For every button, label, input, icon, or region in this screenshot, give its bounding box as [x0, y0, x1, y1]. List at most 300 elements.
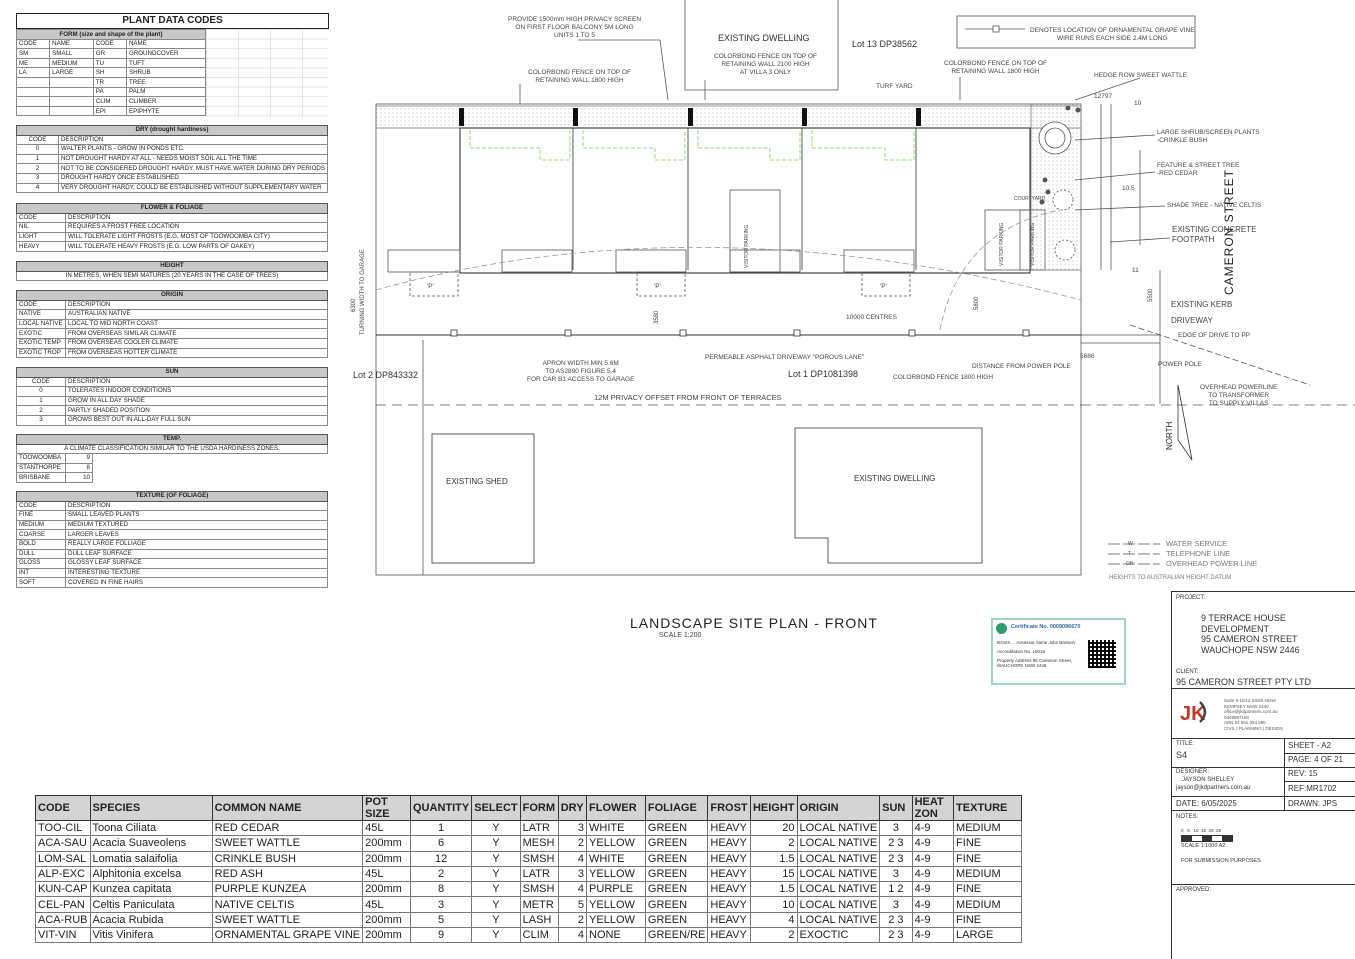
schedule-cell: 1.5: [750, 882, 797, 897]
form-cell: CLIMBER: [126, 97, 205, 107]
legend-cell: 9: [66, 454, 93, 464]
form-cell: SHRUB: [126, 68, 205, 78]
schedule-cell: 4-9: [912, 851, 953, 866]
schedule-cell: Y: [472, 882, 520, 897]
legend-cell: VERY DROUGHT HARDY, COULD BE ESTABLISHED WITHOUT SUPPLEMENTARY WATER: [58, 183, 327, 193]
label-centres: 10000 CENTRES: [846, 314, 897, 321]
legend-cell: PARTLY SHADED POSITION: [66, 406, 328, 416]
project-label: PROJECT:: [1176, 595, 1206, 601]
schedule-cell: 3: [558, 866, 586, 881]
form-cell: CODE: [17, 39, 50, 49]
client-label: CLIENT:: [1176, 669, 1199, 675]
schedule-cell: FINE: [954, 882, 1022, 897]
schedule-cell: YELLOW: [587, 866, 646, 881]
schedule-cell: GREEN: [645, 897, 707, 912]
notes-label: NOTES:: [1176, 814, 1199, 820]
schedule-cell: NONE: [587, 928, 646, 943]
schedule-cell: WHITE: [587, 851, 646, 866]
label-d12797: 12797: [1094, 93, 1113, 100]
schedule-cell: 2 3: [880, 912, 912, 927]
sheet-size: SHEET - A2: [1288, 741, 1331, 750]
label-overhead-power: OVERHEAD POWERLINE TO TRANSFORMER TO SUPPLY VILLAS: [1200, 384, 1278, 407]
legend-cell: FROM OVERSEAS SIMILAR CLIMATE: [66, 329, 328, 339]
schedule-cell: 45L: [363, 897, 411, 912]
form-cell: TU: [93, 58, 126, 68]
legend-cell: DESCRIPTION: [66, 501, 328, 511]
schedule-cell: 6: [411, 836, 472, 851]
label-lot13: Lot 13 DP38562: [852, 39, 918, 49]
legend-cell: BOLD: [17, 539, 66, 549]
legend-cell: 8: [66, 463, 93, 473]
schedule-cell: MESH: [520, 836, 558, 851]
schedule-cell: 10: [750, 897, 797, 912]
scale-bar: [1181, 835, 1233, 842]
legend-cell: SMALL LEAVED PLANTS: [66, 511, 328, 521]
label-existing-shed: EXISTING SHED: [446, 477, 508, 486]
schedule-cell: GREEN: [645, 866, 707, 881]
legend-cell: CODE: [17, 213, 66, 223]
schedule-cell: 45L: [363, 866, 411, 881]
schedule-cell: Y: [472, 928, 520, 943]
schedule-cell: Lomatia salaifolia: [90, 851, 212, 866]
legend-cell: EXOTIC: [17, 329, 66, 339]
schedule-cell: Y: [472, 821, 520, 836]
schedule-cell: PURPLE KUNZEA: [212, 882, 362, 897]
legend-cell: LARGER LEAVES: [66, 530, 328, 540]
schedule-cell: 200mm: [363, 882, 411, 897]
legend-section-heading: DRY (drought hardiness): [17, 126, 328, 136]
schedule-cell: LOCAL NATIVE: [797, 912, 880, 927]
schedule-cell: MEDIUM: [954, 821, 1022, 836]
schedule-cell: 2: [750, 836, 797, 851]
schedule-cell: CLIM: [520, 928, 558, 943]
schedule-cell: PURPLE: [587, 882, 646, 897]
schedule-cell: MEDIUM: [954, 866, 1022, 881]
submission-note: FOR SUBMISSION PURPOSES: [1181, 858, 1261, 864]
schedule-cell: LOM-SAL: [36, 851, 91, 866]
legend-section-heading: TEMP.: [17, 435, 328, 445]
drawn-by: DRAWN: JPS: [1288, 799, 1338, 808]
schedule-cell: YELLOW: [587, 912, 646, 927]
legend-cell: HEAVY: [17, 242, 66, 252]
label-d10: 10: [1134, 100, 1142, 107]
legend-cell: CODE: [17, 135, 59, 145]
form-cell: PA: [93, 87, 126, 97]
schedule-cell: HEAVY: [708, 882, 751, 897]
legend-cell: GLOSS: [17, 559, 66, 569]
legend-cell: TOOWOOMBA: [17, 454, 66, 464]
label-distance-pole: DISTANCE FROM POWER POLE: [972, 363, 1071, 370]
label-w: W: [1128, 541, 1133, 547]
schedule-cell: Y: [472, 912, 520, 927]
schedule-cell: Celtis Paniculata: [90, 897, 212, 912]
scale-ticks: 0 5 10 15 20 25: [1181, 828, 1222, 833]
title-label: TITLE:: [1176, 741, 1195, 747]
schedule-cell: 4: [558, 928, 586, 943]
plan-title: LANDSCAPE SITE PLAN - FRONT: [630, 615, 878, 631]
schedule-header: HEAT ZON: [912, 796, 953, 821]
label-permeable: PERMEABLE ASPHALT DRIVEWAY "POROUS LANE": [705, 354, 865, 361]
schedule-cell: 5: [411, 912, 472, 927]
schedule-cell: EXOCTIC: [797, 928, 880, 943]
label-edge-of-drive: EDGE OF DRIVE TO PP: [1178, 332, 1250, 339]
qr-code-icon: [1088, 640, 1116, 668]
schedule-cell: 4-9: [912, 836, 953, 851]
legend-cell: COVERED IN FINE HAIRS: [66, 578, 328, 588]
form-cell: GROUNDCOVER: [126, 49, 205, 59]
schedule-cell: 2 3: [880, 928, 912, 943]
revision: REV: 15: [1288, 769, 1318, 778]
designer-label: DESIGNER:: [1176, 769, 1210, 775]
label-visitor1: VISITOR PARKING: [744, 224, 750, 268]
schedule-cell: 4-9: [912, 866, 953, 881]
label-shade-tree: SHADE TREE - NATIVE CELTIS: [1167, 202, 1262, 209]
designer-name: JAYSON SHELLEY: [1182, 777, 1235, 783]
label-colorbond-2100: COLORBOND FENCE ON TOP OF RETAINING WALL 2100 HIGH AT VILLA 3 ONLY: [714, 53, 817, 76]
schedule-header: QUANTITY: [411, 796, 472, 821]
schedule-cell: RED CEDAR: [212, 821, 362, 836]
jkd-logo: [1178, 696, 1214, 728]
legend-cell: REALLY LARGE FOLLIAGE: [66, 539, 328, 549]
schedule-cell: Y: [472, 851, 520, 866]
schedule-cell: TOO-CIL: [36, 821, 91, 836]
schedule-row: [36, 882, 1022, 897]
date: DATE: 6/05/2025: [1176, 799, 1237, 808]
legend-cell: FROM OVERSEAS HOTTER CLIMATE: [66, 348, 328, 358]
label-visitor3: VISITOR PARKING: [1030, 222, 1036, 266]
schedule-cell: FINE: [954, 912, 1022, 927]
schedule-row: [36, 821, 1022, 836]
legend-section-heading: TEXTURE (OF FOLIAGE): [17, 492, 328, 502]
schedule-cell: SMSH: [520, 882, 558, 897]
schedule-cell: Y: [472, 866, 520, 881]
schedule-cell: ORNAMENTAL GRAPE VINE: [212, 928, 362, 943]
schedule-cell: Y: [472, 836, 520, 851]
plant-schedule-table: [35, 795, 1022, 943]
schedule-cell: LATR: [520, 866, 558, 881]
schedule-cell: FINE: [954, 851, 1022, 866]
schedule-cell: 2: [411, 866, 472, 881]
certificate-number: Certificate No. 0009096670: [1011, 624, 1081, 630]
legend-cell: STANTHORPE: [17, 463, 66, 473]
legend-cell: A CLIMATE CLASSIFICATION SIMILAR TO THE USDA HARDINESS ZONES.: [17, 444, 328, 454]
label-privacy-offset: 12M PRIVACY OFFSET FROM FRONT OF TERRACES: [594, 393, 782, 402]
page-number: PAGE: 4 OF 21: [1288, 755, 1343, 764]
label-driveway: DRIVEWAY: [1171, 316, 1213, 325]
label-colorbond-left: COLORBOND FENCE ON TOP OF RETAINING WALL 1800 HIGH: [528, 69, 631, 84]
schedule-cell: ALP-EXC: [36, 866, 91, 881]
basix-logo-icon: [996, 623, 1007, 634]
schedule-cell: FINE: [954, 836, 1022, 851]
label-colorbond-right: COLORBOND FENCE ON TOP OF RETAINING WALL 1800 HIGH: [944, 60, 1047, 75]
form-cell: CODE: [93, 39, 126, 49]
schedule-cell: METR: [520, 897, 558, 912]
schedule-cell: LOCAL NATIVE: [797, 897, 880, 912]
schedule-cell: ACA-RUB: [36, 912, 91, 927]
schedule-cell: 2 3: [880, 836, 912, 851]
certificate-accreditation: Accreditation No. 19018: [997, 649, 1046, 654]
schedule-cell: HEAVY: [708, 897, 751, 912]
legend-cell: COARSE: [17, 530, 66, 540]
legend-cell: 1: [17, 154, 59, 164]
form-cell: CLIM: [93, 97, 126, 107]
label-p2: 'P': [654, 283, 661, 290]
svg-text:JK: JK: [1180, 703, 1206, 725]
schedule-cell: GREEN: [645, 882, 707, 897]
legend-section-heading: FLOWER & FOLIAGE: [17, 204, 328, 214]
legend-cell: CODE: [17, 300, 66, 310]
label-visitor2: VISITOR PARKING: [999, 222, 1005, 266]
schedule-cell: GREEN: [645, 836, 707, 851]
form-heading: FORM (size and shape of the plant): [17, 30, 206, 40]
label-turf-yard: TURF YARD: [876, 83, 913, 90]
schedule-cell: Alphitonia excelsa: [90, 866, 212, 881]
label-d11: 11: [1132, 267, 1139, 274]
schedule-cell: LOCAL NATIVE: [797, 882, 880, 897]
designer-email: jayson@jkdpartners.com.au: [1176, 785, 1251, 791]
legend-telephone: TELEPHONE LINE: [1166, 549, 1231, 558]
schedule-cell: 12: [411, 851, 472, 866]
legend-cell: LIGHT: [17, 232, 66, 242]
form-cell: MEDIUM: [50, 58, 94, 68]
schedule-cell: HEAVY: [708, 928, 751, 943]
label-power-pole: POWER POLE: [1158, 361, 1202, 368]
legend-section-heading: HEIGHT: [17, 262, 328, 272]
schedule-header: COMMON NAME: [212, 796, 362, 821]
schedule-cell: Kunzea capitata: [90, 882, 212, 897]
legend-cell: INT: [17, 568, 66, 578]
schedule-header: FLOWER: [587, 796, 646, 821]
certificate-address: Property Address 95 Cameron Street, WAUCHOPE NSW 2446: [997, 658, 1073, 668]
schedule-cell: 1 2: [880, 882, 912, 897]
label-feature-tree: FEATURE & STREET TREE -RED CEDAR: [1157, 162, 1240, 177]
schedule-cell: 45L: [363, 821, 411, 836]
schedule-cell: 4: [558, 882, 586, 897]
schedule-header: DRY: [558, 796, 586, 821]
schedule-header: FOLIAGE: [645, 796, 707, 821]
label-cameron-street: CAMERON STREET: [1222, 168, 1236, 295]
company-details: Suite 5-11/12 Smith street KEMPSEY NSW 2440 office@jkdpartners.com.au 0449987160 ABN 24 551 354 096 CIVIL | PLANNING | DESIGN: [1224, 698, 1283, 731]
approved-label: APPROVED:: [1176, 887, 1212, 893]
legend-cell: GROW IN ALL DAY SHADE: [66, 396, 328, 406]
schedule-cell: LOCAL NATIVE: [797, 866, 880, 881]
legend-cell: WILL TOLERATE LIGHT FROSTS (E.G. MOST OF TOOWOOMBA CITY): [66, 232, 328, 242]
schedule-cell: SWEET WATTLE: [212, 912, 362, 927]
scale-note: SCALE 1:1000 A2: [1181, 843, 1226, 849]
schedule-cell: 3: [411, 897, 472, 912]
schedule-cell: GREEN: [645, 821, 707, 836]
label-oh: OH: [1126, 561, 1134, 567]
schedule-cell: 8: [411, 882, 472, 897]
legend-cell: GLOSSY LEAF SURFACE: [66, 559, 328, 569]
legend-cell: WILL TOLERATE HEAVY FROSTS (E.G. LOW PARTS OF OAKEY): [66, 242, 328, 252]
schedule-cell: Acacia Suaveolens: [90, 836, 212, 851]
label-d5686: 5686: [1080, 353, 1095, 360]
schedule-cell: 1.5: [750, 851, 797, 866]
legend-cell: DESCRIPTION: [66, 300, 328, 310]
form-cell: GR: [93, 49, 126, 59]
label-north: NORTH: [1165, 421, 1174, 450]
label-turning: TURNING WIDTH TO GARAGE: [360, 249, 366, 335]
legend-cell: LOCAL NATIVE: [17, 319, 66, 329]
label-colorbond-1800: COLORBOND FENCE 1800 HIGH: [893, 374, 994, 381]
schedule-cell: 2: [558, 912, 586, 927]
reference: REF:MR1702: [1288, 784, 1337, 793]
schedule-cell: 200mm: [363, 851, 411, 866]
label-t: T: [1128, 551, 1132, 557]
legend-cell: NOT DROUGHT HARDY AT ALL - NEEDS MOIST SOIL ALL THE TIME: [58, 154, 327, 164]
label-grape-legend: DENOTES LOCATION OF ORNAMENTAL GRAPE VINE WIRE RUNS EACH SIDE 2.4M LONG: [1030, 27, 1195, 42]
label-lot1: Lot 1 DP1081398: [788, 369, 859, 379]
label-existing-dwelling-top: EXISTING DWELLING: [718, 33, 810, 43]
schedule-row: [36, 912, 1022, 927]
legend-cell: DULL LEAF SURFACE: [66, 549, 328, 559]
schedule-cell: 3: [558, 821, 586, 836]
legend-cell: REQUIRES A FROST FREE LOCATION: [66, 223, 328, 233]
label-courtyard: COURTYARD: [1014, 196, 1046, 202]
label-d105: 10.5: [1122, 185, 1135, 192]
legend-cell: WALTER PLANTS - GROW IN PONDS ETC.: [58, 145, 327, 155]
schedule-cell: 1: [411, 821, 472, 836]
schedule-cell: NATIVE CELTIS: [212, 897, 362, 912]
legend-cell: INTERESTING TEXTURE: [66, 568, 328, 578]
legend-cell: DROUGHT HARDY ONCE ESTABLISHED: [58, 173, 327, 183]
legend-section-heading: ORIGIN: [17, 291, 328, 301]
legend-cell: CODE: [17, 377, 66, 387]
legend-cell: NIL: [17, 223, 66, 233]
label-d3580: 3580: [654, 310, 660, 324]
schedule-cell: YELLOW: [587, 897, 646, 912]
schedule-header: FROST: [708, 796, 751, 821]
label-d5800: 5800: [974, 296, 980, 310]
label-hedge-row: HEDGE ROW SWEET WATTLE: [1094, 72, 1188, 79]
legend-cell: DULL: [17, 549, 66, 559]
schedule-cell: RED ASH: [212, 866, 362, 881]
schedule-cell: HEAVY: [708, 836, 751, 851]
schedule-cell: 3: [880, 866, 912, 881]
form-cell: PALM: [126, 87, 205, 97]
legend-cell: MEDIUM: [17, 520, 66, 530]
schedule-cell: 2 3: [880, 851, 912, 866]
schedule-cell: 3: [880, 897, 912, 912]
form-cell: TREE: [126, 77, 205, 87]
legend-cell: SOFT: [17, 578, 66, 588]
schedule-row: [36, 866, 1022, 881]
schedule-cell: GREEN/RE: [645, 928, 707, 943]
schedule-cell: KUN-CAP: [36, 882, 91, 897]
schedule-cell: 2: [750, 928, 797, 943]
schedule-cell: 4-9: [912, 882, 953, 897]
legend-cell: 0: [17, 387, 66, 397]
title-value: S4: [1176, 750, 1188, 760]
schedule-header: POT SIZE: [363, 796, 411, 821]
schedule-cell: HEAVY: [708, 866, 751, 881]
label-p1: 'P': [427, 283, 434, 290]
schedule-cell: 20: [750, 821, 797, 836]
schedule-header: SPECIES: [90, 796, 212, 821]
legend-cell: DESCRIPTION: [66, 377, 328, 387]
schedule-cell: 4-9: [912, 912, 953, 927]
legend-overhead: OVERHEAD POWER LINE: [1166, 559, 1258, 568]
schedule-cell: HEAVY: [708, 912, 751, 927]
fence-band: [376, 106, 1081, 128]
schedule-cell: 5: [558, 897, 586, 912]
schedule-cell: HEAVY: [708, 821, 751, 836]
form-cell: SMALL: [50, 49, 94, 59]
legend-title: PLANT DATA CODES: [16, 13, 329, 29]
legend-cell: CODE: [17, 501, 66, 511]
schedule-cell: 200mm: [363, 836, 411, 851]
form-cell: EPIPHYTE: [126, 106, 205, 116]
schedule-cell: 4: [750, 912, 797, 927]
schedule-cell: LATR: [520, 821, 558, 836]
legend-cell: GROWS BEST OUT IN ALL-DAY FULL SUN: [66, 415, 328, 425]
legend-cell: FINE: [17, 511, 66, 521]
schedule-cell: 9: [411, 928, 472, 943]
schedule-header: TEXTURE: [954, 796, 1022, 821]
schedule-cell: 4-9: [912, 821, 953, 836]
legend-cell: FROM OVERSEAS COOLER CLIMATE: [66, 338, 328, 348]
schedule-cell: CEL-PAN: [36, 897, 91, 912]
schedule-cell: LOCAL NATIVE: [797, 851, 880, 866]
form-cell: TR: [93, 77, 126, 87]
schedule-header: ORIGIN: [797, 796, 880, 821]
label-existing-kerb: EXISTING KERB: [1171, 300, 1233, 309]
form-cell: SH: [93, 68, 126, 78]
legend-water: WATER SERVICE: [1166, 539, 1228, 548]
legend-cell: EXOTIC TROP: [17, 348, 66, 358]
schedule-row: [36, 836, 1022, 851]
form-cell: ME: [17, 58, 50, 68]
form-cell: NAME: [50, 39, 94, 49]
schedule-cell: LOCAL NATIVE: [797, 836, 880, 851]
schedule-cell: MEDIUM: [954, 897, 1022, 912]
schedule-cell: LASH: [520, 912, 558, 927]
schedule-cell: Vitis Vinifera: [90, 928, 212, 943]
basix-certificate: [991, 618, 1126, 685]
legend-cell: TOLERATES INDOOR CONDITIONS: [66, 387, 328, 397]
form-cell: NAME: [126, 39, 205, 49]
project-name: 9 TERRACE HOUSE DEVELOPMENT 95 CAMERON STREET WAUCHOPE NSW 2446: [1201, 613, 1300, 655]
schedule-row: [36, 928, 1022, 943]
schedule-header: SELECT: [472, 796, 520, 821]
legend-cell: IN METRES, WHEN SEMI MATURES (20 YEARS IN THE CASE OF TREES): [17, 271, 328, 281]
schedule-cell: VIT-VIN: [36, 928, 91, 943]
label-d6300: 6300: [351, 298, 357, 312]
schedule-cell: YELLOW: [587, 836, 646, 851]
legend-cell: NATIVE: [17, 310, 66, 320]
legend-heights: HEIGHTS TO AUSTRALIAN HEIGHT DATUM: [1109, 575, 1232, 581]
label-d5500: 5500: [1148, 288, 1154, 302]
legend-cell: 3: [17, 173, 59, 183]
legend-cell: 0: [17, 145, 59, 155]
schedule-cell: HEAVY: [708, 851, 751, 866]
schedule-cell: 2: [558, 836, 586, 851]
schedule-cell: 3: [880, 821, 912, 836]
legend-cell: 3: [17, 415, 66, 425]
form-cell: LARGE: [50, 68, 94, 78]
schedule-cell: 200mm: [363, 912, 411, 927]
schedule-cell: SWEET WATTLE: [212, 836, 362, 851]
schedule-cell: 4-9: [912, 928, 953, 943]
schedule-cell: CRINKLE BUSH: [212, 851, 362, 866]
legend-cell: 4: [17, 183, 59, 193]
legend-cell: 2: [17, 164, 59, 174]
schedule-cell: GREEN: [645, 851, 707, 866]
plan-scale: SCALE 1:200: [659, 632, 702, 639]
label-apron: APRON WIDTH MIN 5.6M TO AS2890 FIGURE 5.4 FOR CAR B1 ACCESS TO GARAGE: [527, 360, 635, 383]
legend-cell: 1: [17, 396, 66, 406]
